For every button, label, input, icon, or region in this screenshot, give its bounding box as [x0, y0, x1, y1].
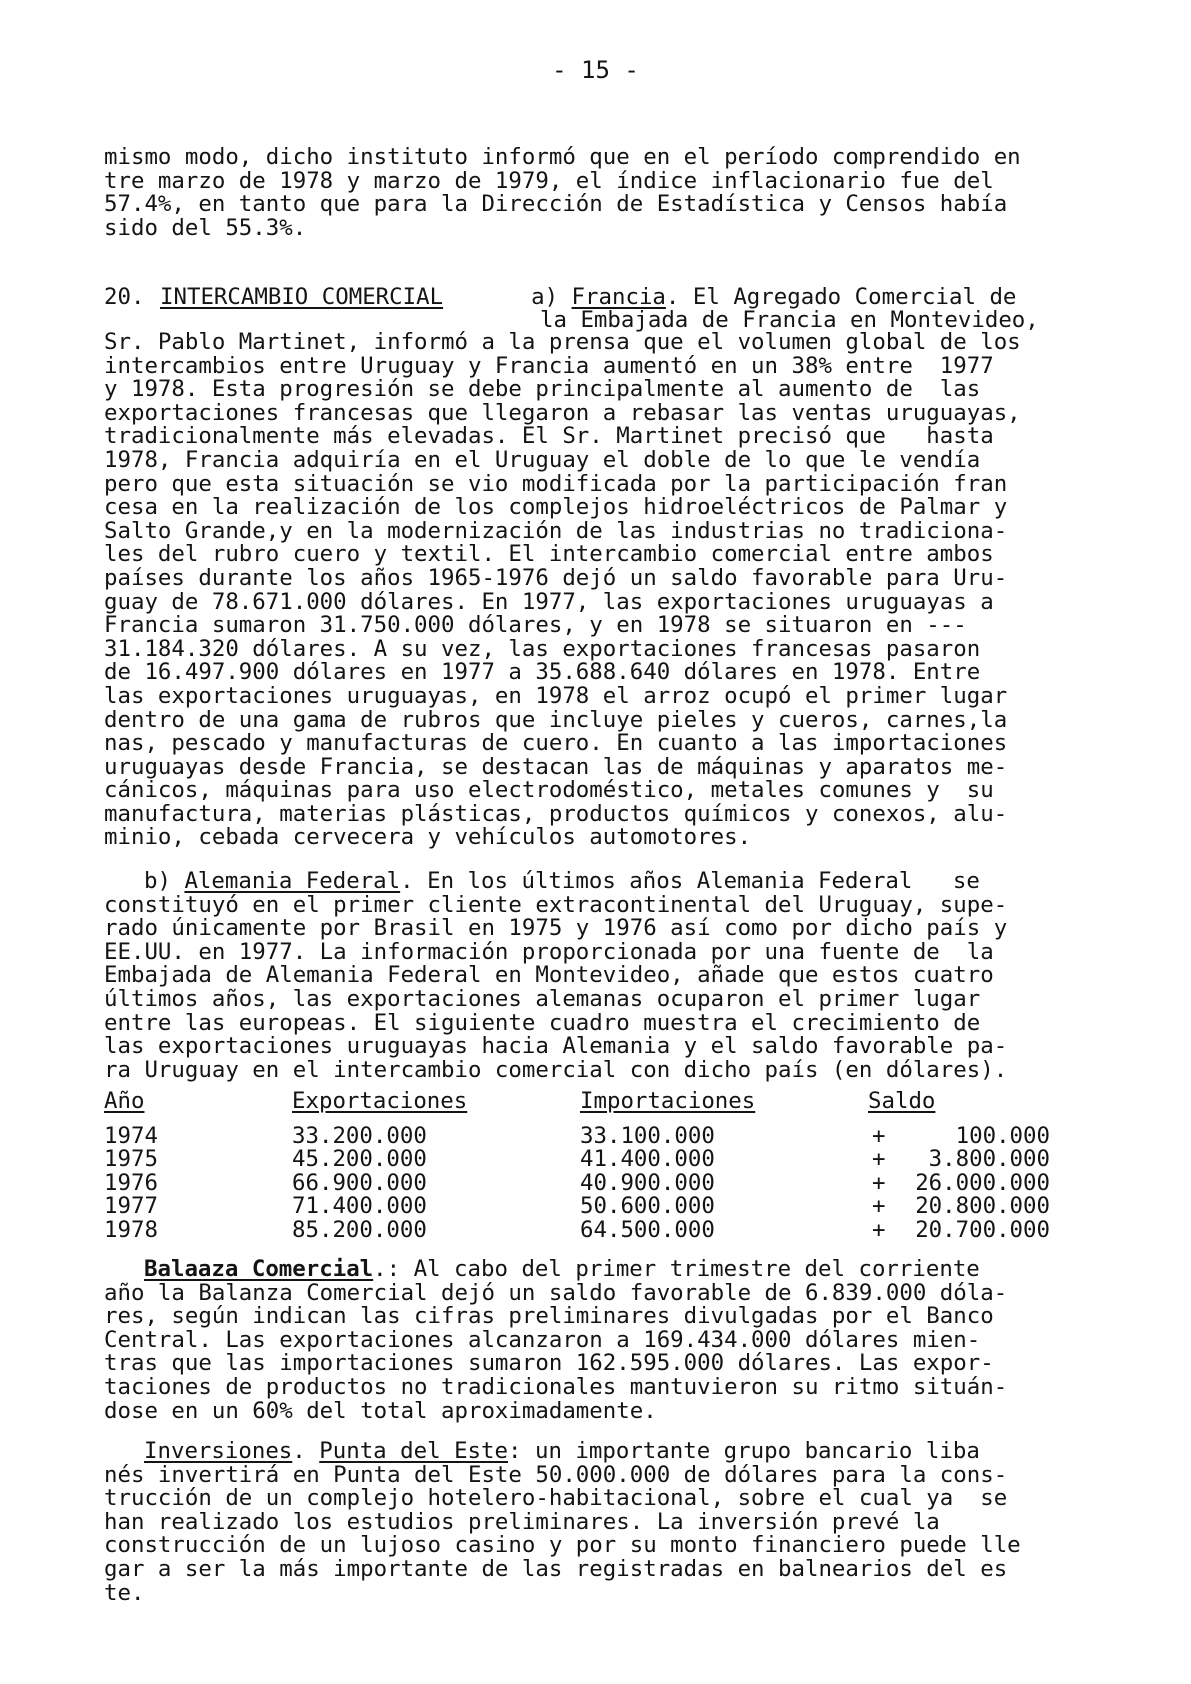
text-line: mismo modo, dicho instituto informó que en el período comprendido en: [104, 144, 1021, 170]
imports-cell: 33.100.000: [580, 1122, 715, 1149]
text-line: cánicos, máquinas para uso electrodoméstico, metales comunes y su: [104, 777, 994, 804]
text-line: exportaciones francesas que llegaron a rebasar las ventas uruguayas,: [104, 399, 1021, 426]
text-line: y 1978. Esta progresión se debe principalmente al aumento de las: [104, 376, 981, 403]
text-line: manufactura, materias plásticas, productos químicos y conexos, alu-: [104, 800, 1008, 827]
plus-sign: +: [872, 1169, 886, 1196]
imports-cell: 64.500.000: [580, 1216, 715, 1243]
text-line: las exportaciones uruguayas hacia Alemania y el saldo favorable pa-: [104, 1033, 1008, 1060]
table-row: [104, 1125, 1078, 1149]
section-number: 20.: [104, 284, 145, 310]
text-line: intercambios entre Uruguay y Francia aumentó en un 38% entre 1977: [104, 352, 994, 379]
text-line: sido del 55.3%.: [104, 214, 307, 241]
text-line: cesa en la realización de los complejos hidroeléctricos de Palmar y: [104, 494, 1008, 521]
table-row: [104, 1148, 1078, 1172]
year-cell: 1975: [104, 1146, 158, 1173]
text-line: rado únicamente por Brasil en 1975 y 1976 así como por dicho país y: [104, 915, 1008, 942]
plus-sign: +: [872, 1146, 886, 1173]
balanza-lead: .: Al cabo del primer trimestre del corriente: [373, 1256, 980, 1282]
text-line: les del rubro cuero y textil. El intercambio comercial entre ambos: [104, 541, 994, 568]
text-line: EE.UU. en 1977. La información proporcionada por una fuente de la: [104, 938, 994, 965]
intro-paragraph: [104, 146, 1079, 240]
inversiones-separator: .: [292, 1438, 320, 1464]
text-line: taciones de productos no tradicionales mantuvieron su ritmo situán-: [104, 1373, 1008, 1400]
table-header-row: [104, 1090, 1078, 1125]
text-line: gar a ser la más importante de las registradas en balnearios del es: [104, 1555, 1008, 1582]
inversiones-title: Inversiones: [144, 1438, 293, 1464]
text-line: construcción de un lujoso casino y por su monto financiero puede lle: [104, 1532, 1021, 1559]
subsection-lead-continued: la Embajada de Francia en Montevideo,: [540, 307, 1039, 333]
subsection-label: a): [531, 284, 559, 310]
page-number: - 15 -: [552, 56, 639, 84]
text-line: te.: [104, 1579, 145, 1606]
balance-cell: [868, 1148, 1078, 1172]
imports-cell: 41.400.000: [580, 1146, 715, 1173]
text-line: nés invertirá en Punta del Este 50.000.000 de dólares para la cons-: [104, 1461, 1008, 1488]
inversiones-lead: : un importante grupo bancario liba: [508, 1438, 980, 1464]
text-line: pero que esta situación se vio modificada por la participación fran: [104, 470, 1008, 497]
text-line: Salto Grande,y en la modernización de las industrias no tradiciona-: [104, 517, 1008, 544]
text-line: ra Uruguay en el intercambio comercial con dicho país (en dólares).: [104, 1056, 1008, 1083]
text-line: guay de 78.671.000 dólares. En 1977, las exportaciones uruguayas a: [104, 588, 994, 615]
text-line: Sr. Pablo Martinet, informó a la prensa que el volumen global de los: [104, 329, 1021, 355]
text-line: año la Balanza Comercial dejó un saldo favorable de 6.839.000 dóla-: [104, 1279, 1008, 1306]
text-line: tras que las importaciones sumaron 162.595.000 dólares. Las expor-: [104, 1350, 994, 1377]
subsection-title-alemania: Alemania Federal: [184, 868, 401, 894]
text-line: países durante los años 1965-1976 dejó un saldo favorable para Uru-: [104, 564, 1008, 591]
balanza-lead-line: [104, 1258, 1079, 1282]
text-line: nas, pescado y manufacturas de cuero. En cuanto a las importaciones: [104, 730, 1008, 757]
inversiones-lead-line: [104, 1440, 1079, 1464]
text-line: tre marzo de 1978 y marzo de 1979, el índice inflacionario fue del: [104, 167, 994, 194]
balance-value: 20.800.000: [915, 1193, 1050, 1220]
imports-cell: 40.900.000: [580, 1169, 715, 1196]
alemania-paragraph: [104, 870, 1079, 1082]
balance-value: 100.000: [955, 1122, 1050, 1149]
trade-table: [104, 1090, 1078, 1243]
text-line: últimos años, las exportaciones alemanas ocuparon el primer lugar: [104, 985, 981, 1012]
text-line: 57.4%, en tanto que para la Dirección de Estadística y Censos había: [104, 191, 1008, 218]
text-line: Central. Las exportaciones alcanzaron a 169.434.000 dólares mien-: [104, 1326, 981, 1353]
text-line: minio, cebada cervecera y vehículos automotores.: [104, 824, 752, 851]
subsection-lead: . En los últimos años Alemania Federal se: [400, 868, 980, 894]
exports-cell: 66.900.000: [292, 1169, 427, 1196]
year-cell: 1977: [104, 1193, 158, 1220]
year-cell: 1976: [104, 1169, 158, 1196]
balanza-paragraph: [104, 1258, 1079, 1423]
text-line: Francia sumaron 31.750.000 dólares, y en 1978 se situaron en ---: [104, 612, 967, 639]
section-title: INTERCAMBIO COMERCIAL: [160, 284, 444, 310]
text-line: uruguayas desde Francia, se destacan las de máquinas y aparatos me-: [104, 753, 1008, 780]
exports-cell: 33.200.000: [292, 1122, 427, 1149]
balance-value: 20.700.000: [915, 1216, 1050, 1243]
inversiones-paragraph: [104, 1440, 1079, 1605]
table-row: [104, 1195, 1078, 1219]
text-line: tradicionalmente más elevadas. El Sr. Martinet precisó que hasta: [104, 423, 994, 450]
year-cell: 1974: [104, 1122, 158, 1149]
francia-paragraph: [104, 331, 1079, 850]
text-line: res, según indican las cifras preliminares divulgadas por el Banco: [104, 1303, 994, 1330]
column-header-year: Año: [104, 1088, 145, 1114]
plus-sign: +: [872, 1216, 886, 1243]
balance-cell: [868, 1216, 1078, 1243]
text-line: Embajada de Alemania Federal en Montevideo, añade que estos cuatro: [104, 962, 994, 989]
text-line: 31.184.320 dólares. A su vez, las exportaciones francesas pasaron: [104, 635, 981, 662]
column-header-exports: Exportaciones: [292, 1088, 468, 1114]
balance-cell: [868, 1195, 1078, 1219]
table-row: [104, 1219, 1078, 1243]
plus-sign: +: [872, 1193, 886, 1220]
alemania-lead-line: [104, 870, 1079, 894]
inversiones-subtitle: Punta del Este: [319, 1438, 508, 1464]
exports-cell: 45.200.000: [292, 1146, 427, 1173]
balance-value: 26.000.000: [915, 1169, 1050, 1196]
subsection-label: b): [144, 868, 171, 894]
plus-sign: +: [872, 1122, 886, 1149]
text-line: han realizado los estudios preliminares. La inversión prevé la: [104, 1508, 940, 1535]
imports-cell: 50.600.000: [580, 1193, 715, 1220]
balanza-title: Balaaza Comercial: [144, 1256, 374, 1282]
balance-cell: [868, 1169, 1078, 1196]
year-cell: 1978: [104, 1216, 158, 1243]
text-line: entre las europeas. El siguiente cuadro muestra el crecimiento de: [104, 1009, 981, 1036]
exports-cell: 85.200.000: [292, 1216, 427, 1243]
text-line: dentro de una gama de rubros que incluye pieles y cueros, carnes,la: [104, 706, 1008, 733]
column-header-balance: Saldo: [868, 1088, 936, 1114]
text-line: trucción de un complejo hotelero-habitacional, sobre el cual ya se: [104, 1485, 1008, 1512]
text-line: las exportaciones uruguayas, en 1978 el arroz ocupó el primer lugar: [104, 682, 1008, 709]
balance-cell: [868, 1122, 1078, 1149]
subsection-title-francia: Francia: [571, 284, 666, 310]
exports-cell: 71.400.000: [292, 1193, 427, 1220]
text-line: de 16.497.900 dólares en 1977 a 35.688.640 dólares en 1978. Entre: [104, 659, 981, 686]
subsection-lead: . El Agregado Comercial de: [665, 284, 1017, 310]
table-row: [104, 1172, 1078, 1196]
text-line: dose en un 60% del total aproximadamente.: [104, 1397, 657, 1424]
column-header-imports: Importaciones: [580, 1088, 756, 1114]
text-line: constituyó en el primer cliente extracontinental del Uruguay, supe-: [104, 891, 1008, 918]
text-line: 1978, Francia adquiría en el Uruguay el doble de lo que le vendía: [104, 446, 981, 473]
balance-value: 3.800.000: [928, 1146, 1050, 1173]
